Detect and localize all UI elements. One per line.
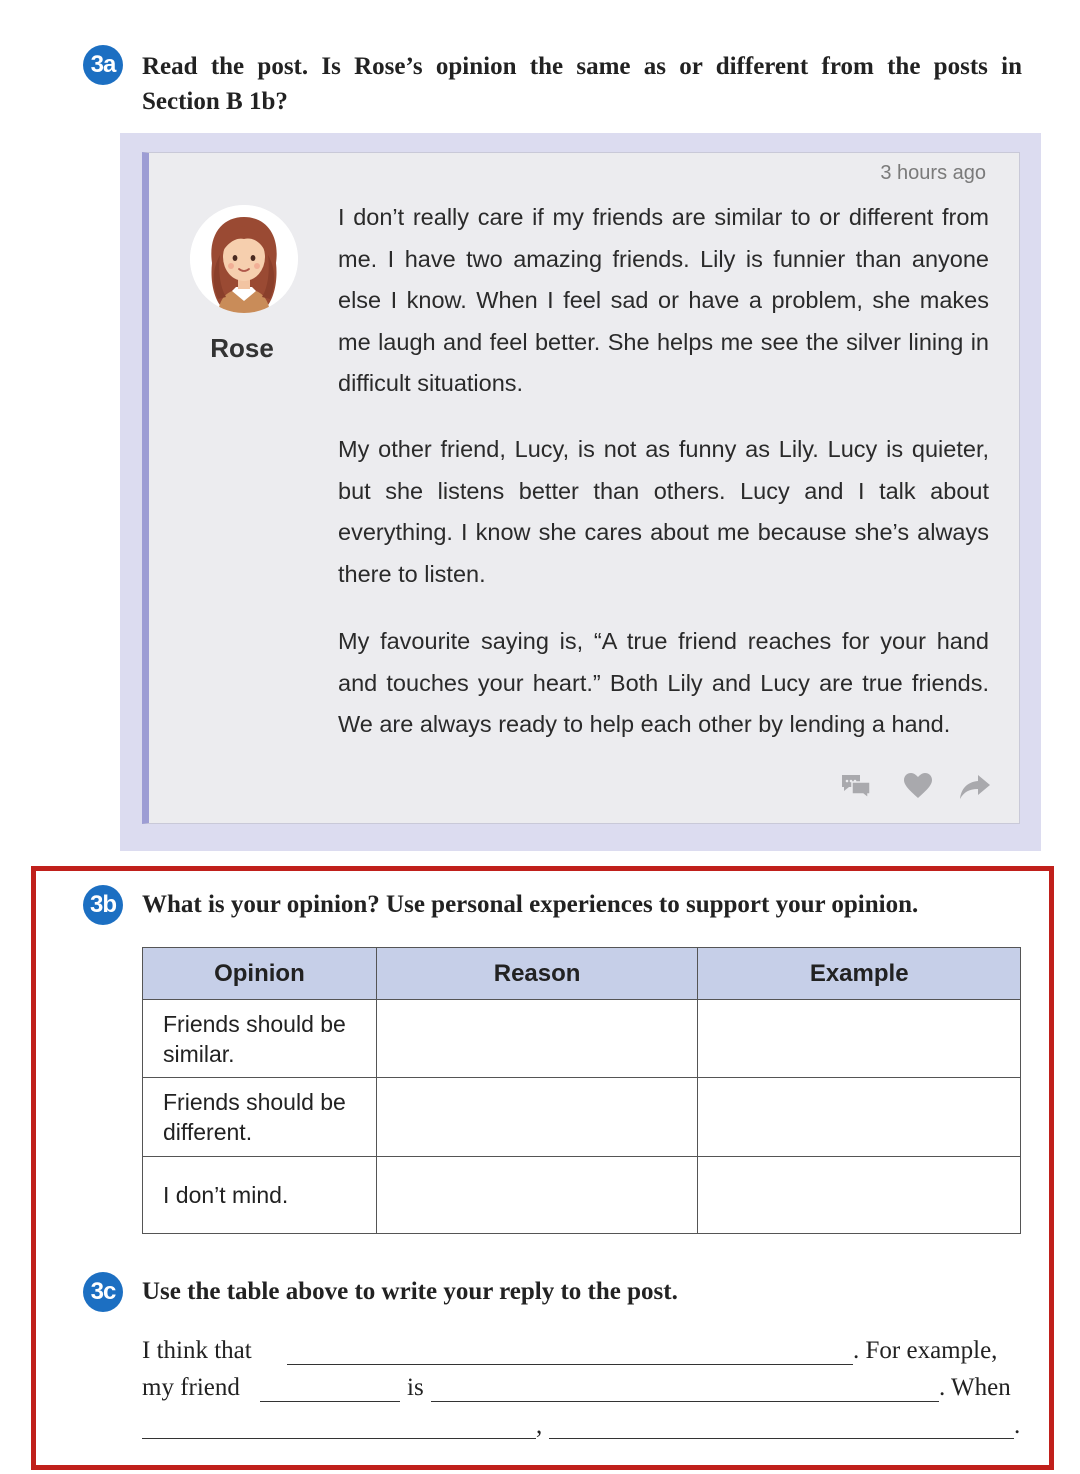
table-header-example: Example <box>698 948 1021 1000</box>
exercise-badge-3b: 3b <box>83 885 123 925</box>
post-paragraph-1: I don’t really care if my friends are similar to or different from me. I have two amazing friends. Lily is funnier than anyone else I know. When I feel sad or have a problem, she makes me laugh and feel better. She helps me see the silver lining in difficult situations. <box>338 204 989 396</box>
table-cell-example[interactable] <box>698 1078 1021 1157</box>
reply-blank-friend-name[interactable] <box>260 1401 400 1402</box>
post-paragraph-3: My favourite saying is, “A true friend reaches for your hand and touches your heart.” Both Lily and Lucy are true friends. We are always ready to help each other by lending a hand. <box>338 628 989 737</box>
reply-blank-result[interactable] <box>549 1438 1014 1439</box>
exercise-badge-3c: 3c <box>83 1272 123 1312</box>
table-header-opinion: Opinion <box>143 948 377 1000</box>
reply-text-when: . When <box>939 1374 1011 1401</box>
girl-avatar-icon <box>190 205 298 313</box>
instruction-3a-line1: Read the post. Is Rose’s opinion the same as or different from the posts in <box>142 53 1022 80</box>
post-timestamp: 3 hours ago <box>880 162 986 184</box>
table-row <box>143 1078 1021 1157</box>
instruction-3a-line2: Section B 1b? <box>142 88 288 115</box>
reply-blank-description[interactable] <box>431 1401 939 1402</box>
table-row <box>143 1000 1021 1078</box>
opinion-table <box>142 947 1021 1234</box>
comment-icon[interactable] <box>840 772 872 802</box>
post-paragraph-2: My other friend, Lucy, is not as funny as Lily. Lucy is quieter, but she listens better than others. Lucy and I talk about everything. I know she cares about me because she’s always there to listen. <box>338 436 989 587</box>
share-icon[interactable] <box>958 772 992 802</box>
heart-icon[interactable] <box>903 772 933 802</box>
reply-text-for-example: . For example, <box>853 1337 998 1364</box>
exercise-badge-3a: 3a <box>83 45 123 85</box>
table-cell-reason[interactable] <box>376 1000 698 1078</box>
table-cell-opinion: Friends should be similar. <box>143 1000 377 1078</box>
table-cell-opinion: Friends should be different. <box>143 1078 377 1157</box>
instruction-3b: What is your opinion? Use personal experiences to support your opinion. <box>142 891 919 918</box>
reply-text-is: is <box>407 1374 424 1401</box>
table-row <box>143 1157 1021 1234</box>
reply-text-comma: , <box>536 1412 543 1439</box>
table-header-reason: Reason <box>376 948 698 1000</box>
table-cell-example[interactable] <box>698 1157 1021 1234</box>
reply-blank-opinion[interactable] <box>287 1364 853 1365</box>
reply-blank-situation[interactable] <box>142 1438 536 1439</box>
table-cell-example[interactable] <box>698 1000 1021 1078</box>
table-cell-reason[interactable] <box>376 1157 698 1234</box>
instruction-3c: Use the table above to write your reply to the post. <box>142 1278 678 1305</box>
reply-text-i-think-that: I think that <box>142 1337 252 1364</box>
table-cell-opinion: I don’t mind. <box>143 1157 377 1234</box>
reply-text-my-friend: my friend <box>142 1374 240 1401</box>
post-author-name: Rose <box>210 333 274 363</box>
avatar <box>190 205 298 313</box>
table-cell-reason[interactable] <box>376 1078 698 1157</box>
reply-text-period: . <box>1014 1412 1021 1439</box>
